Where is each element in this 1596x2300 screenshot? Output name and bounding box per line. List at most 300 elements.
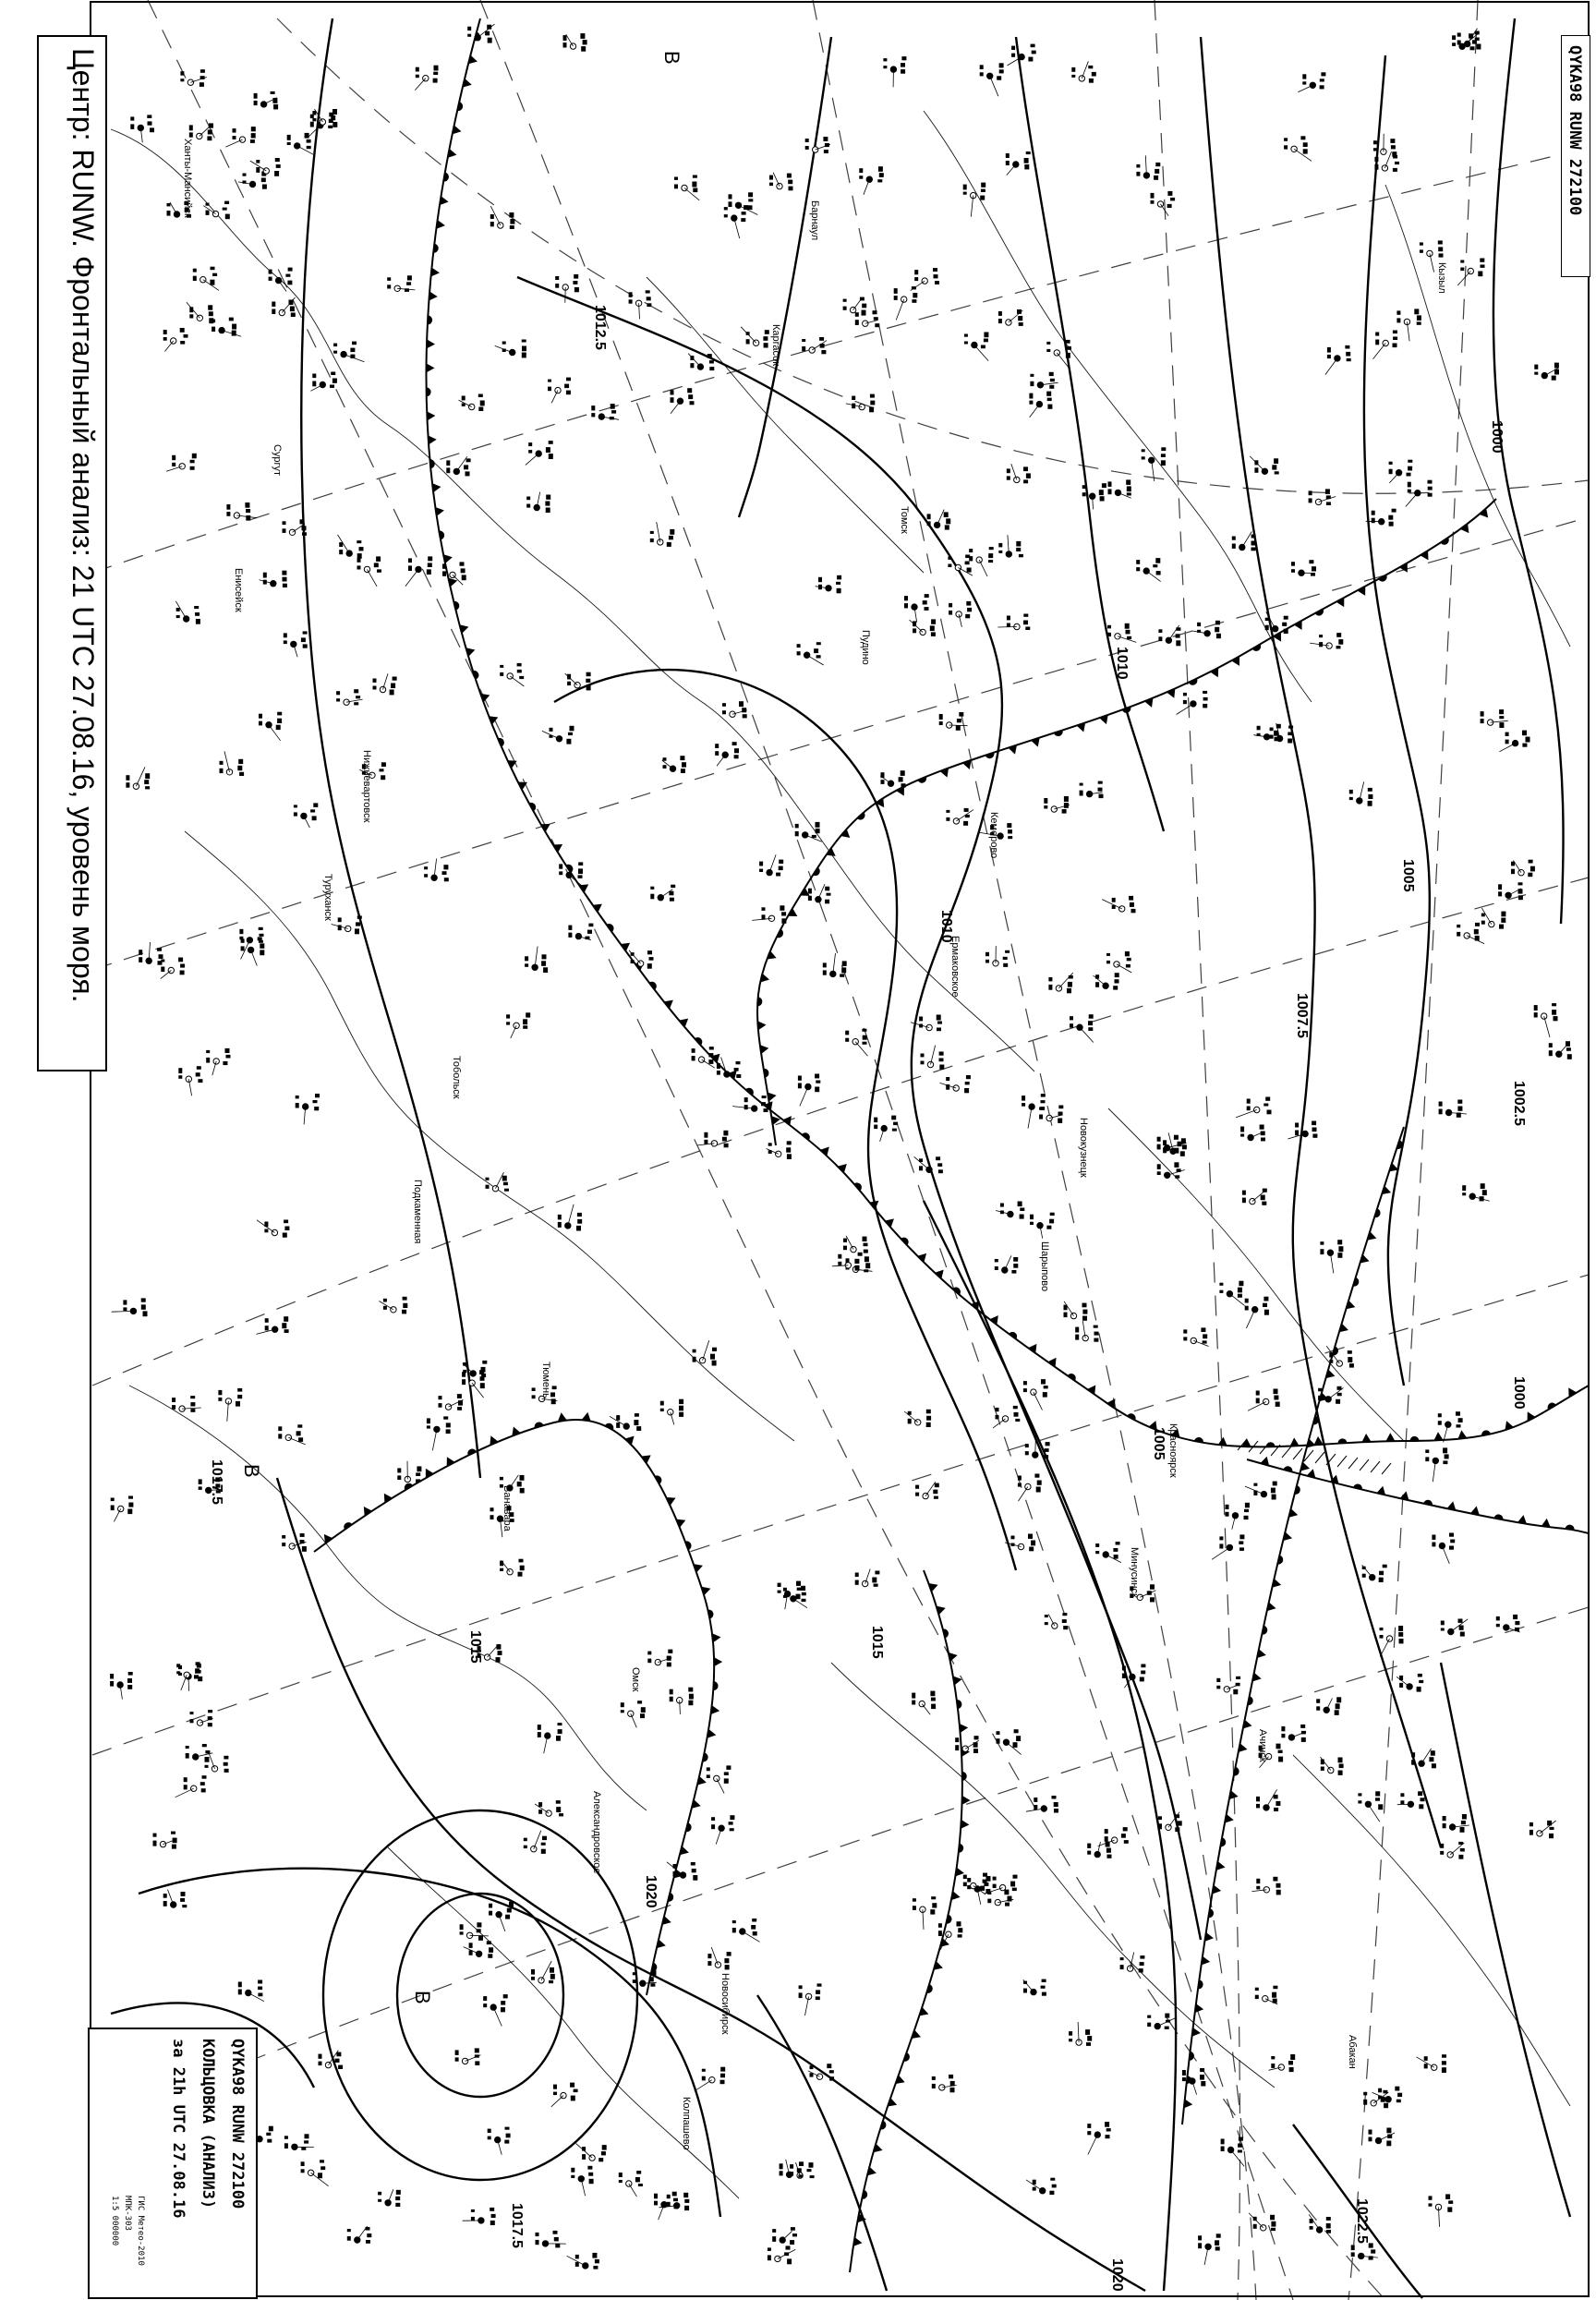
plot-glyph: [823, 137, 828, 141]
plot-glyph: [1029, 1547, 1034, 1552]
plot-glyph: [167, 211, 171, 216]
wind-barb: [478, 24, 494, 38]
plot-glyph: [1518, 895, 1523, 900]
plot-glyph: [416, 1479, 420, 1483]
station-plot: [798, 1074, 820, 1107]
plot-glyph: [893, 1122, 898, 1126]
plot-glyph: [1459, 1626, 1464, 1630]
plot-glyph: [287, 142, 291, 145]
plot-glyph: [925, 594, 929, 598]
plot-glyph: [931, 1896, 936, 1899]
wind-barb: [671, 401, 681, 414]
plot-glyph: [460, 562, 465, 565]
plot-glyph: [1273, 1986, 1277, 1990]
station-name: Ханты-Мансийск: [182, 139, 193, 218]
plot-glyph: [271, 91, 275, 94]
plot-glyph: [931, 619, 936, 623]
plot-glyph: [520, 1566, 525, 1571]
station-plot: [1212, 1534, 1244, 1559]
plot-glyph: [282, 1543, 285, 1546]
plot-glyph: [690, 363, 694, 368]
station-plot: [338, 535, 364, 559]
plot-glyph: [1338, 639, 1343, 645]
plot-glyph: [395, 2197, 400, 2200]
station-plot: [283, 519, 308, 536]
plot-glyph: [564, 384, 569, 389]
plot-glyph: [1339, 1764, 1344, 1769]
plot-glyph: [1018, 316, 1022, 321]
station-plot: [995, 1255, 1019, 1273]
plot-glyph: [795, 831, 799, 836]
plot-glyph: [1095, 1543, 1099, 1547]
plot-glyph: [205, 1750, 210, 1753]
plot-glyph: [934, 274, 938, 278]
station-plot: [732, 1919, 760, 1942]
wind-barb: [711, 1947, 718, 1965]
plot-glyph: [1417, 315, 1421, 321]
plot-glyph: [490, 1515, 494, 1519]
plot-glyph: [1261, 1195, 1265, 1201]
plot-glyph: [883, 58, 887, 61]
plot-glyph: [1458, 1418, 1463, 1422]
plot-glyph: [232, 324, 236, 330]
plot-glyph: [914, 270, 918, 274]
plot-glyph: [1275, 737, 1279, 742]
plot-glyph: [1318, 1396, 1322, 1400]
station-name: Туруханск: [322, 874, 333, 921]
station-plot: [1358, 1791, 1383, 1822]
plot-glyph: [1094, 1332, 1099, 1336]
plot-glyph: [798, 2174, 803, 2177]
plot-glyph: [282, 1535, 285, 1539]
cold-front-triangle: [1210, 668, 1222, 680]
station-plot: [1069, 2022, 1092, 2046]
plot-glyph: [1452, 35, 1456, 40]
plot-glyph: [1043, 1392, 1047, 1398]
plot-glyph: [531, 1977, 535, 1980]
wind-barb: [993, 1419, 1005, 1428]
plot-glyph: [1175, 1175, 1179, 1178]
plot-glyph: [1379, 1571, 1384, 1576]
plot-glyph: [357, 553, 362, 559]
warm-front-semicircle: [1295, 1485, 1301, 1495]
plot-glyph: [491, 2214, 496, 2218]
plot-glyph: [904, 596, 908, 600]
plot-glyph: [336, 2052, 341, 2057]
plot-glyph: [1102, 483, 1106, 488]
plot-glyph: [1417, 1687, 1421, 1692]
plot-glyph: [1302, 74, 1306, 79]
station-plot: [1030, 1213, 1055, 1239]
plot-glyph: [374, 563, 379, 567]
cold-front-triangle: [625, 1433, 637, 1445]
station-plot: [1310, 633, 1343, 648]
plot-glyph: [408, 558, 412, 563]
plot-glyph: [927, 514, 931, 519]
plot-glyph: [797, 644, 801, 648]
plot-glyph: [190, 1396, 195, 1398]
plot-glyph: [759, 869, 763, 872]
station-plot: [855, 1569, 880, 1587]
plot-glyph: [483, 1996, 487, 2001]
plot-glyph: [559, 1813, 563, 1816]
plot-glyph: [1442, 2067, 1446, 2073]
plot-glyph: [259, 721, 262, 726]
plot-glyph: [595, 2259, 599, 2263]
plot-glyph: [520, 1475, 525, 1481]
plot-glyph: [536, 2233, 539, 2236]
plot-glyph: [926, 1416, 931, 1421]
plot-glyph: [921, 1061, 925, 1065]
plot-glyph: [172, 1845, 176, 1849]
cold-front-triangle: [1047, 1355, 1059, 1367]
plot-glyph: [1393, 344, 1397, 348]
plot-glyph: [859, 168, 863, 173]
plot-glyph: [1372, 511, 1375, 515]
plot-glyph: [559, 871, 562, 875]
plot-glyph: [153, 1834, 157, 1837]
plot-glyph: [148, 121, 152, 125]
plot-glyph: [1424, 2056, 1428, 2061]
station-plot: [772, 2227, 797, 2245]
plot-glyph: [478, 394, 483, 398]
plot-glyph: [1024, 158, 1029, 163]
plot-glyph: [1176, 640, 1180, 646]
cold-front-triangle: [961, 1820, 970, 1830]
station-name: Барнаул: [809, 200, 820, 241]
plot-glyph: [1170, 198, 1175, 201]
plot-glyph: [1414, 309, 1419, 314]
plot-glyph: [919, 1158, 923, 1162]
plot-glyph: [1095, 982, 1099, 987]
plot-glyph: [549, 441, 553, 444]
plot-glyph: [405, 288, 409, 292]
plot-glyph: [901, 63, 905, 67]
plot-glyph: [1176, 634, 1180, 637]
plot-glyph: [300, 1540, 305, 1543]
plot-glyph: [1161, 454, 1166, 457]
station-name: Ермаковское: [949, 936, 961, 998]
plot-glyph: [621, 1710, 624, 1713]
plot-glyph: [206, 203, 210, 206]
plot-glyph: [1300, 1725, 1305, 1728]
plot-glyph: [955, 1745, 959, 1750]
station-plot: [284, 2134, 314, 2150]
plot-glyph: [748, 205, 753, 210]
wind-barb: [405, 569, 418, 586]
plot-glyph: [190, 1409, 195, 1412]
plot-glyph: [1141, 1671, 1145, 1675]
plot-glyph: [1457, 33, 1461, 37]
plot-glyph: [506, 1014, 510, 1018]
plot-glyph: [536, 2240, 539, 2245]
cold-front-triangle: [435, 506, 444, 516]
plot-glyph: [357, 558, 361, 562]
plot-glyph: [1012, 1888, 1017, 1892]
station-plot: [795, 822, 822, 841]
station-plot: [823, 953, 847, 977]
plot-glyph: [1526, 737, 1530, 743]
plot-glyph: [559, 864, 562, 868]
cold-front-triangle: [896, 786, 908, 798]
station-name: Каргасок: [770, 324, 781, 367]
wind-barb: [166, 466, 182, 472]
plot-glyph: [1244, 1516, 1249, 1519]
plot-glyph: [1470, 46, 1475, 50]
plot-glyph: [1380, 1628, 1384, 1630]
plot-glyph: [272, 98, 277, 103]
station-plot: [130, 115, 154, 142]
cold-front-triangle: [427, 339, 435, 348]
station-plot: [256, 1316, 288, 1334]
plot-glyph: [319, 2054, 322, 2059]
plot-glyph: [352, 342, 357, 345]
plot-glyph: [964, 342, 968, 345]
plot-glyph: [284, 2143, 288, 2149]
plot-glyph: [307, 146, 311, 149]
plot-glyph: [1290, 2054, 1295, 2060]
plot-glyph: [232, 331, 236, 336]
plot-glyph: [526, 1012, 530, 1017]
wind-barb: [734, 218, 740, 238]
plot-glyph: [912, 299, 916, 303]
plot-glyph: [208, 1710, 212, 1713]
plot-glyph: [1363, 2092, 1367, 2096]
plot-glyph: [791, 2227, 795, 2231]
plot-glyph: [1070, 1023, 1073, 1027]
station-plot: [568, 924, 593, 940]
plot-glyph: [798, 1076, 802, 1081]
plot-glyph: [546, 508, 550, 514]
plot-glyph: [350, 348, 355, 353]
plot-glyph: [263, 573, 267, 578]
plot-glyph: [487, 25, 491, 30]
plot-glyph: [762, 914, 766, 919]
plot-glyph: [575, 2262, 579, 2267]
plot-glyph: [443, 865, 448, 869]
station-plot: [301, 2160, 329, 2185]
plot-glyph: [783, 1588, 787, 1592]
plot-glyph: [717, 1063, 720, 1069]
plot-glyph: [980, 1886, 985, 1891]
plot-glyph: [762, 907, 766, 911]
station-plot: [910, 619, 937, 636]
station-plot: [1183, 1327, 1208, 1346]
plot-glyph: [1245, 1503, 1250, 1508]
plot-glyph: [354, 702, 358, 705]
plot-glyph: [519, 1559, 524, 1563]
cold-front-triangle: [426, 363, 434, 372]
plot-glyph: [1338, 1246, 1343, 1252]
station-plot: [284, 631, 308, 657]
plot-glyph: [1054, 1802, 1058, 1807]
plot-glyph: [258, 1980, 262, 1984]
plot-glyph: [1345, 345, 1349, 349]
plot-glyph: [763, 336, 768, 341]
station-plot: [542, 726, 574, 744]
plot-glyph: [669, 536, 673, 539]
plot-glyph: [660, 1409, 664, 1411]
plot-glyph: [1112, 905, 1116, 909]
plot-glyph: [462, 575, 466, 580]
plot-glyph: [542, 1836, 547, 1840]
plot-glyph: [1034, 1474, 1039, 1478]
plot-glyph: [208, 305, 212, 309]
plot-glyph: [1049, 372, 1054, 376]
wind-barb: [114, 1509, 120, 1522]
plot-glyph: [1457, 1424, 1461, 1427]
plot-glyph: [296, 1103, 299, 1108]
station-name: Подкаменная: [412, 1180, 423, 1244]
plot-glyph: [1392, 151, 1396, 157]
plot-glyph: [500, 1477, 503, 1481]
plot-glyph: [1273, 1482, 1277, 1486]
plot-glyph: [313, 1100, 318, 1103]
plot-glyph: [444, 878, 449, 881]
plot-glyph: [568, 926, 572, 930]
plot-glyph: [1113, 986, 1118, 989]
plot-glyph: [1284, 145, 1288, 149]
plot-glyph: [1233, 1689, 1238, 1695]
plot-glyph: [1022, 1096, 1025, 1101]
warm-front-semicircle: [713, 1681, 719, 1690]
plot-glyph: [725, 1965, 730, 1969]
plot-glyph: [816, 829, 820, 833]
cold-front-triangle: [917, 1250, 929, 1262]
plot-glyph: [260, 934, 264, 937]
plot-glyph: [1019, 322, 1023, 326]
high-center-label: В: [411, 1991, 434, 2004]
plot-glyph: [1048, 985, 1052, 990]
plot-glyph: [1358, 1800, 1361, 1803]
plot-glyph: [210, 280, 214, 285]
plot-glyph: [1375, 1798, 1380, 1800]
plot-glyph: [765, 330, 769, 334]
plot-glyph: [973, 1742, 978, 1748]
plot-glyph: [577, 1213, 582, 1217]
plot-glyph: [1429, 1757, 1433, 1761]
plot-glyph: [894, 288, 898, 294]
plot-glyph: [957, 1921, 961, 1926]
geography-lines: [111, 111, 1570, 2198]
plot-glyph: [1023, 1981, 1027, 1984]
plot-glyph: [455, 2050, 459, 2055]
chart-title: Центр: RUNW. Фронтальный анализ: 21 UTC 27.08.16, уровень моря.: [66, 48, 100, 1003]
station-plot: [571, 2166, 593, 2196]
plot-glyph: [1011, 1543, 1015, 1546]
plot-glyph: [1320, 79, 1324, 81]
plot-glyph: [509, 212, 514, 218]
plot-glyph: [589, 2179, 594, 2184]
plot-glyph: [1263, 1303, 1267, 1307]
plot-glyph: [1386, 2141, 1391, 2147]
plot-glyph: [1396, 310, 1400, 314]
plot-glyph: [200, 69, 205, 73]
plot-glyph: [1362, 1567, 1366, 1569]
station-plot: [1087, 1842, 1111, 1858]
plot-glyph: [442, 571, 446, 575]
plot-glyph: [507, 1908, 512, 1913]
station-plot: [894, 286, 918, 320]
plot-glyph: [913, 293, 917, 297]
plot-glyph: [555, 276, 559, 280]
station-plot: [1373, 331, 1398, 359]
station-plot: [985, 946, 1010, 967]
plot-glyph: [1291, 569, 1295, 573]
plot-glyph: [525, 956, 528, 961]
cold-front-triangle: [760, 1044, 769, 1054]
plot-glyph: [471, 2209, 475, 2212]
plot-glyph: [1158, 629, 1162, 633]
plot-glyph: [862, 304, 866, 309]
plot-glyph: [502, 349, 506, 353]
wind-barb: [1106, 1555, 1121, 1563]
plot-glyph: [586, 679, 590, 683]
station-plot: [695, 2067, 725, 2091]
station-plot: [1249, 2213, 1276, 2231]
plot-glyph: [1238, 2144, 1242, 2148]
station-plot: [1534, 363, 1559, 381]
plot-glyph: [1549, 1050, 1553, 1056]
plot-glyph: [226, 1055, 231, 1059]
plot-glyph: [779, 860, 783, 864]
station-plot: [874, 1116, 898, 1142]
plot-glyph: [980, 65, 984, 69]
plot-glyph: [724, 1772, 729, 1775]
plot-glyph: [1013, 1406, 1018, 1409]
station-name: Александровское: [591, 1791, 602, 1874]
plot-glyph: [538, 1810, 542, 1814]
plot-glyph: [582, 2147, 586, 2151]
plot-glyph: [963, 1882, 967, 1887]
plot-glyph: [1099, 794, 1104, 799]
station-plot: [987, 1890, 1013, 1907]
plot-glyph: [335, 2059, 340, 2063]
plot-glyph: [288, 268, 293, 272]
plot-glyph: [367, 2233, 371, 2237]
isobar-label: 1020: [643, 1875, 659, 1908]
station-plot: [464, 1941, 493, 1958]
plot-glyph: [1054, 1809, 1058, 1813]
plot-glyph: [1372, 518, 1375, 524]
plot-glyph: [997, 1731, 1000, 1735]
plot-glyph: [946, 810, 949, 813]
plot-glyph: [1449, 1546, 1454, 1550]
plot-glyph: [1390, 139, 1395, 143]
plot-glyph: [1547, 1821, 1552, 1826]
plot-glyph: [237, 1388, 242, 1392]
plot-glyph: [180, 328, 185, 333]
plot-glyph: [748, 192, 753, 197]
plot-glyph: [1271, 2064, 1275, 2068]
plot-glyph: [923, 600, 927, 604]
plot-glyph: [688, 394, 693, 399]
station-plot: [799, 1983, 822, 2016]
plot-glyph: [1265, 625, 1269, 631]
plot-glyph: [236, 1401, 240, 1407]
plot-glyph: [1462, 1192, 1466, 1195]
plot-glyph: [650, 887, 654, 890]
plot-glyph: [1267, 1110, 1272, 1115]
plot-glyph: [161, 960, 164, 962]
wind-barb: [1544, 1016, 1550, 1037]
plot-glyph: [439, 1403, 442, 1408]
wind-barb: [175, 1788, 194, 1798]
plot-glyph: [726, 1765, 731, 1770]
plot-glyph: [1425, 1449, 1429, 1453]
plot-glyph: [278, 1434, 282, 1438]
plot-glyph: [1147, 1591, 1152, 1595]
